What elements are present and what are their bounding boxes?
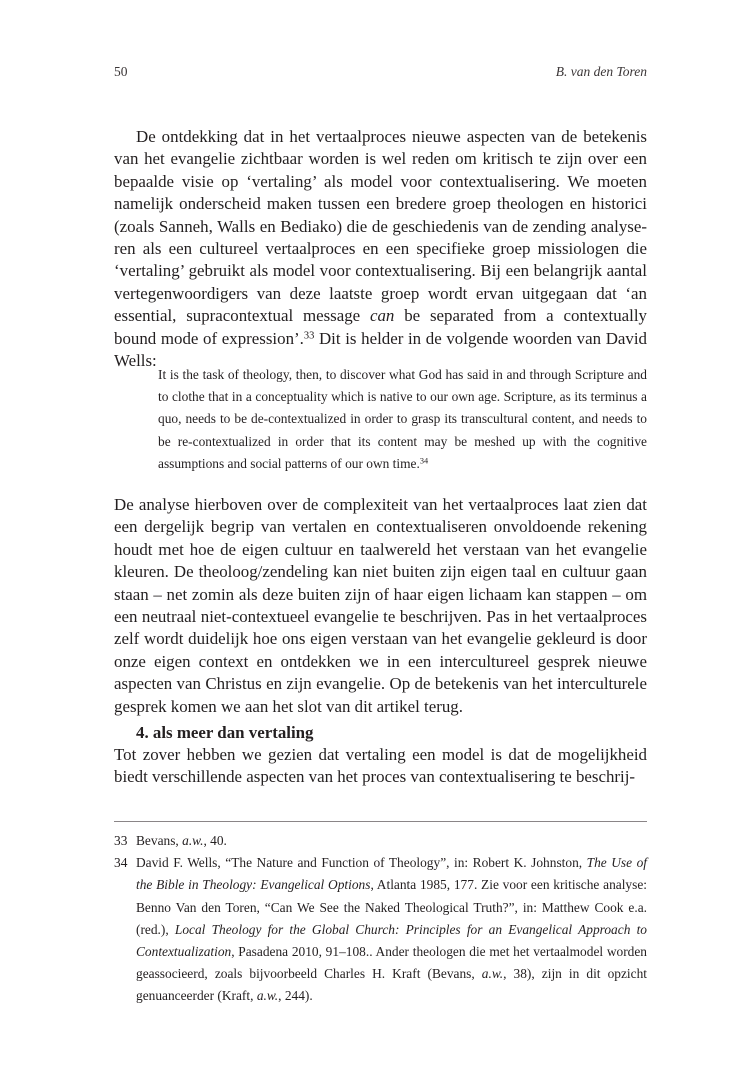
paragraph-1-text-a: De ontdekking dat in het vertaalproces nieuwe aspecten van de betekenis van het evangelie zichtbaar worden is wel reden om kritisch te zijn over een bepaalde visie op ‘vertaling’ als model voor contextualisering. We moeten namelijk onderscheid maken tussen een bredere groep theologen en historici (zoals Sanneh, Walls en Bediako) die de geschiedenis van de zending analyseren als een cultureel vertaalproces en een specifieke groep missiologen die ‘vertaling’ gebruikt als model voor contextualisering. Bij een belangrijk aantal vertegenwoordigers van deze laatste groep wordt ervan uitgegaan dat ‘an essential, supracontextual message [114,127,647,326]
paragraph-3-text: Tot zover hebben we gezien dat vertaling een model is dat de mogelijkheid biedt verschillende aspecten van het proces van contextualisering te beschrij- [114,745,647,787]
paragraph-1-emphasis: can [369,306,395,326]
paragraph-3 [114,744,647,789]
footnote-34-emphasis-1: The Use of the Bible in Theology: Evangelical Options [136,855,647,893]
footnote-ref-33[interactable]: 33 [303,329,315,341]
footnote-34 [114,852,647,1007]
footnote-ref-34[interactable]: 34 [419,456,429,466]
footnote-divider [114,821,647,822]
paragraph-2 [114,494,647,718]
paragraph-2-text: De analyse hierboven over de complexiteit van het vertaalproces laat zien dat een dergelijk begrip van vertalen en contextualiseren onvoldoende rekening houdt met hoe de eigen cultuur en taalwereld het verstaan van het evangelie kleuren. De theoloog/zendeling kan niet buiten zijn eigen taal en cultuur gaan staan – net zomin als deze buiten zijn of haar eigen lichaam kan stappen – om een neutraal niet-contextueel evangelie te beschrijven. Pas in het vertaalproces zelf wordt duidelijk hoe ons eigen verstaan van het evangelie gekleurd is door onze eigen context en ontdekken we in een intercultureel gesprek nieuwe aspecten van Christus en zijn evangelie. Op de betekenis van het interculturele gesprek komen we aan het slot van dit artikel terug. [114,495,647,716]
footnote-33 [114,830,647,852]
footnote-33-text-b: , 40. [203,833,227,848]
paragraph-1-text-b: be separated from a contextually bound mode of expression’. [114,306,647,348]
footnote-34-text-e: , 244). [278,988,313,1004]
paragraph-1 [114,126,647,372]
page-number: 50 [114,64,128,79]
footnote-34-emphasis-3: a.w. [481,966,504,982]
footnote-34-text-a: David F. Wells, “The Nature and Function of Theology”, in: Robert K. Johnston, [136,855,587,871]
footnote-34-emphasis-2: Local Theology for the Global Church: Principles for an Evangelical Approach to Contextualization [136,921,647,960]
footnote-33-emphasis: a.w. [182,833,204,848]
paragraph-1-text-c: Dit is helder in de volgende woorden van David Wells: [114,328,647,371]
block-quote-text: It is the task of theology, then, to discover what God has said in and through Scripture and to clothe that in a conceptuality which is native to our own age. Scripture, as its terminus a quo, needs to be de-contextualized in order to grasp its transcultural content, and needs to be re-contextualized in order that its content may be meshed up with the cognitive assumptions and social patterns of our own time. [158,367,647,471]
footnote-33-number: 33 [114,833,128,848]
section-heading: 4. als meer dan vertaling [136,723,314,742]
footnotes [114,830,647,1008]
footnote-34-emphasis-4: a.w. [256,988,279,1004]
footnote-33-text-a: Bevans, [136,833,183,848]
footnote-34-text-d: , 38), zijn in dit opzicht genuanceerder (Kraft, [136,966,648,1004]
running-head-author: B. van den Toren [555,64,647,79]
footnote-34-text-c: , Pasadena 2010, 91–108.. Ander theologen die met het vertaalmodel worden geassocieerd, zoals bijvoorbeeld Charles H. Kraft (Bevans, [136,944,647,982]
block-quote [158,364,647,475]
footnote-34-number: 34 [114,855,128,871]
footnote-34-text-b: , Atlanta 1985, 177. Zie voor een kritische analyse: Benno Van den Toren, “Can We See the Naked Theological Truth?”, in: Matthew Cook e.a. (red.), [136,877,647,937]
